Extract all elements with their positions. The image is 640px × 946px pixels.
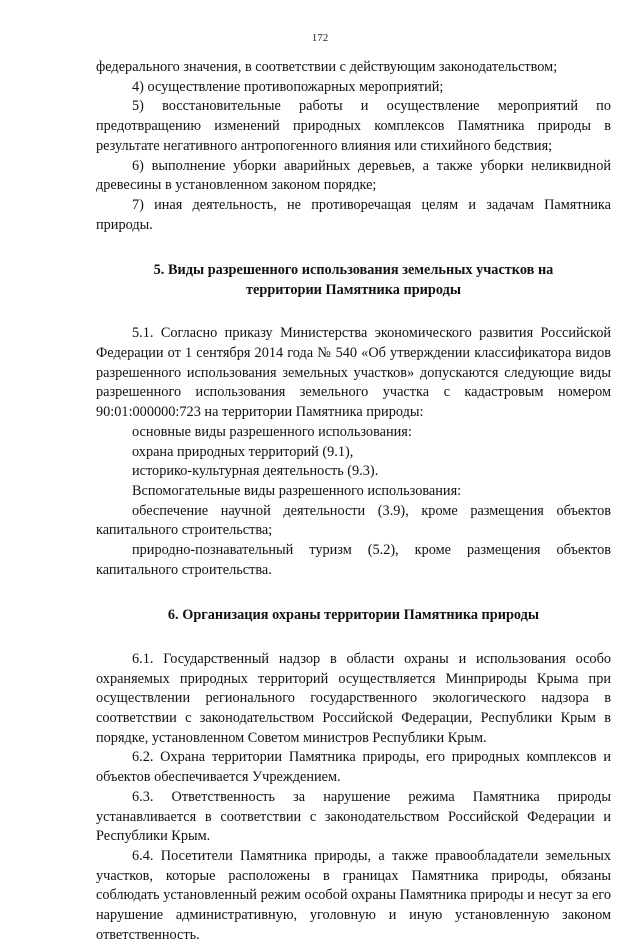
paragraph: 6.3. Ответственность за нарушение режима Памятника природы устанавливается в соответствии с законодательством Российской Федерации и Республики Крым. <box>96 788 611 845</box>
document-body <box>96 58 611 946</box>
section-5-body <box>96 324 611 580</box>
paragraph: 6.2. Охрана территории Памятника природы, его природных комплексов и объектов обеспечивается Учреждением. <box>96 749 611 786</box>
list-item: 5) восстановительные работы и осуществление мероприятий по предотвращению изменений природных комплексов Памятника природы в результате негативного антропогенного влияния или стихийного бедствия; <box>96 98 611 154</box>
paragraph: федерального значения, в соответствии с действующим законодательством; <box>96 59 558 75</box>
section-5-heading <box>96 261 611 300</box>
paragraph: основные виды разрешенного использования: <box>132 423 412 440</box>
page-number: 172 <box>311 32 329 44</box>
paragraph: охрана природных территорий (9.1), <box>132 443 354 460</box>
paragraph: Вспомогательные виды разрешенного использования: <box>132 482 462 499</box>
paragraph: обеспечение научной деятельности (3.9), кроме размещения объектов капитального строительства; <box>96 502 611 539</box>
list-item: 7) иная деятельность, не противоречащая целям и задачам Памятника природы. <box>96 196 611 233</box>
section-5-heading-line2: территории Памятника природы <box>246 281 461 298</box>
paragraph: 6.1. Государственный надзор в области охраны и использования особо охраняемых природных территорий осуществляется Минприроды Крыма при осуществлении регионального государственного экологического надзора в соответствии с законодательством Российской Федерации, Республики Крым в порядке, установленном Советом министров Республики Крым. <box>96 650 611 746</box>
paragraph: природно-познавательный туризм (5.2), кроме размещения объектов капитального строительства. <box>96 542 611 578</box>
list-item: 6) выполнение уборки аварийных деревьев, а также уборки неликвидной древесины в установленном законом порядке; <box>96 157 611 194</box>
paragraph: 5.1. Согласно приказу Министерства экономического развития Российской Федерации от 1 сентября 2014 года № 540 «Об утверждении классификатора видов разрешенного использования земельных участков» допускаются следующие виды разрешенного использования земельного участка с кадастровым номером 90:01:000000:723 на территории Памятника природы: <box>96 325 611 421</box>
section-5-heading-line1: 5. Виды разрешенного использования земельных участков на <box>153 262 554 279</box>
section-6-body <box>96 650 611 946</box>
section-6-heading: 6. Организация охраны территории Памятника природы <box>167 607 540 624</box>
list-item: 4) осуществление противопожарных мероприятий; <box>132 78 444 95</box>
paragraph: 6.4. Посетители Памятника природы, а также правообладатели земельных участков, которые расположены в границах Памятника природы, обязаны соблюдать установленный режим особой охраны Памятника природы и несут за его нарушение административную, уголовную и иную установленную законом ответственность. <box>96 848 611 943</box>
paragraph: историко-культурная деятельность (9.3). <box>132 463 379 480</box>
